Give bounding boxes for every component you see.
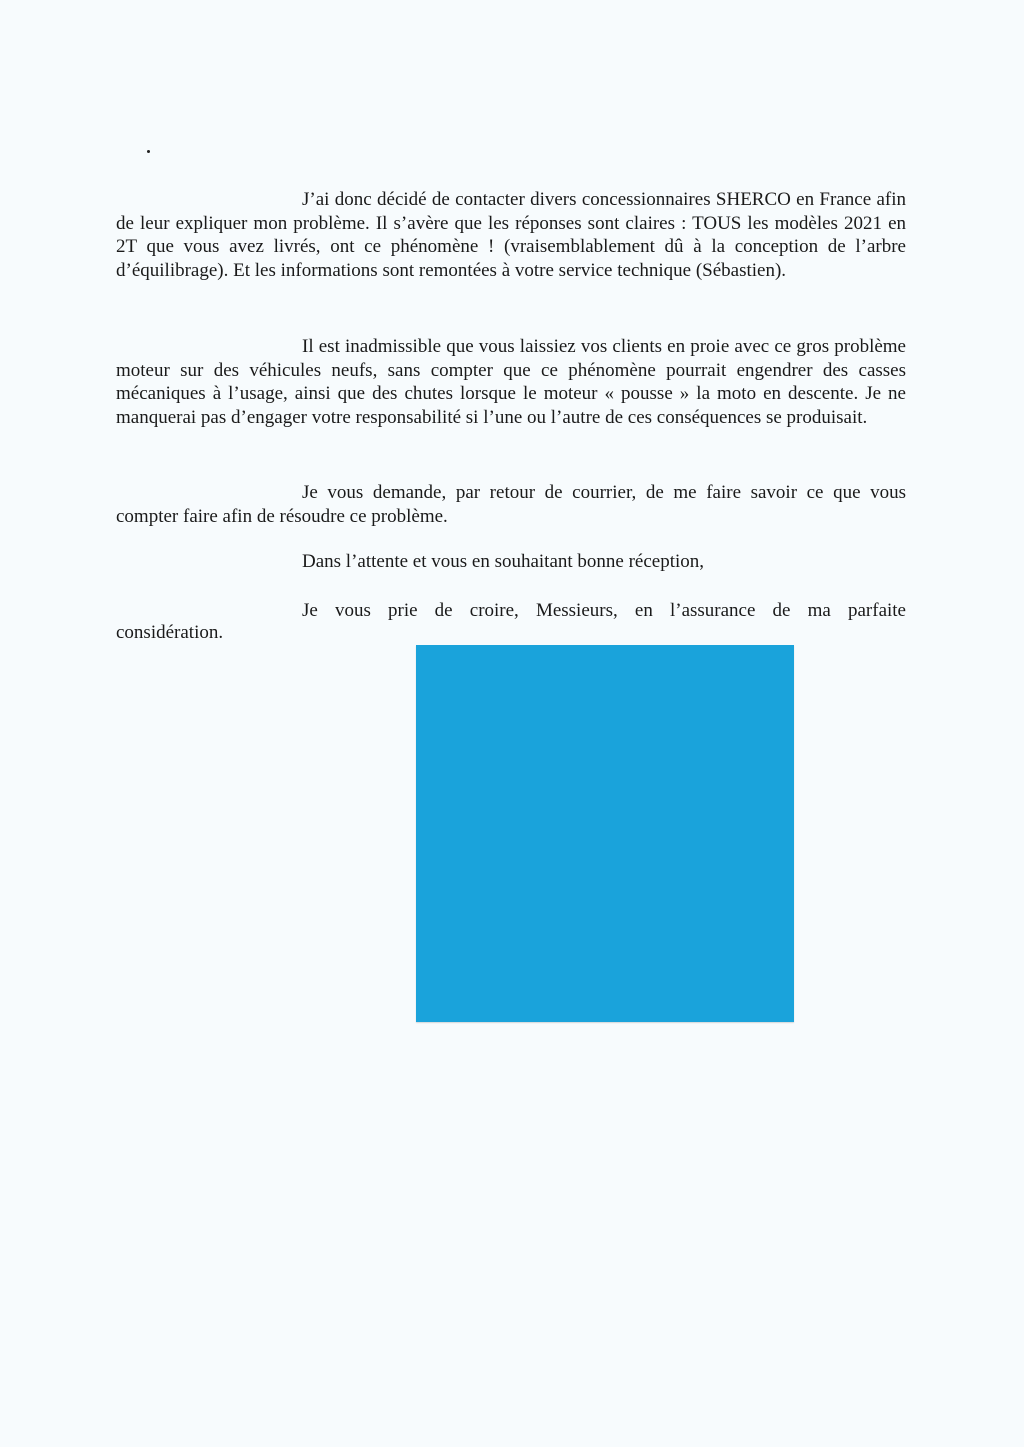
paragraph-inadmissible: Il est inadmissible que vous laissiez vos clients en proie avec ce gros problème moteur sur des véhicules neufs, sans compter que ce phénomène pourrait engendrer des casses mécaniques à l’usage, ainsi que des chutes lorsque le moteur « pousse » la moto en descente. Je ne manquerai pas d’engager votre responsabilité si l’une ou l’autre de ces conséquences se produisait.: [116, 336, 906, 428]
signature-redaction-block: [416, 645, 794, 1022]
stray-mark: [147, 150, 150, 153]
paragraph-request: Je vous demande, par retour de courrier, de me faire savoir ce que vous compter faire afin de résoudre ce problème.: [116, 482, 906, 527]
closing-line-2: considération.: [116, 622, 224, 643]
paragraph-awaiting: Dans l’attente et vous en souhaitant bonne réception,: [302, 551, 705, 572]
closing-line-1: Je vous prie de croire, Messieurs, en l’assurance de ma parfaite: [302, 600, 906, 621]
paragraph-contact-dealers: J’ai donc décidé de contacter divers concessionnaires SHERCO en France afin de leur expliquer mon problème. Il s’avère que les réponses sont claires : TOUS les modèles 2021 en 2T que vous avez livrés, ont ce phénomène ! (vraisemblablement dû à la conception de l’arbre d’équilibrage). Et les informations sont remontées à votre service technique (Sébastien).: [116, 189, 906, 281]
